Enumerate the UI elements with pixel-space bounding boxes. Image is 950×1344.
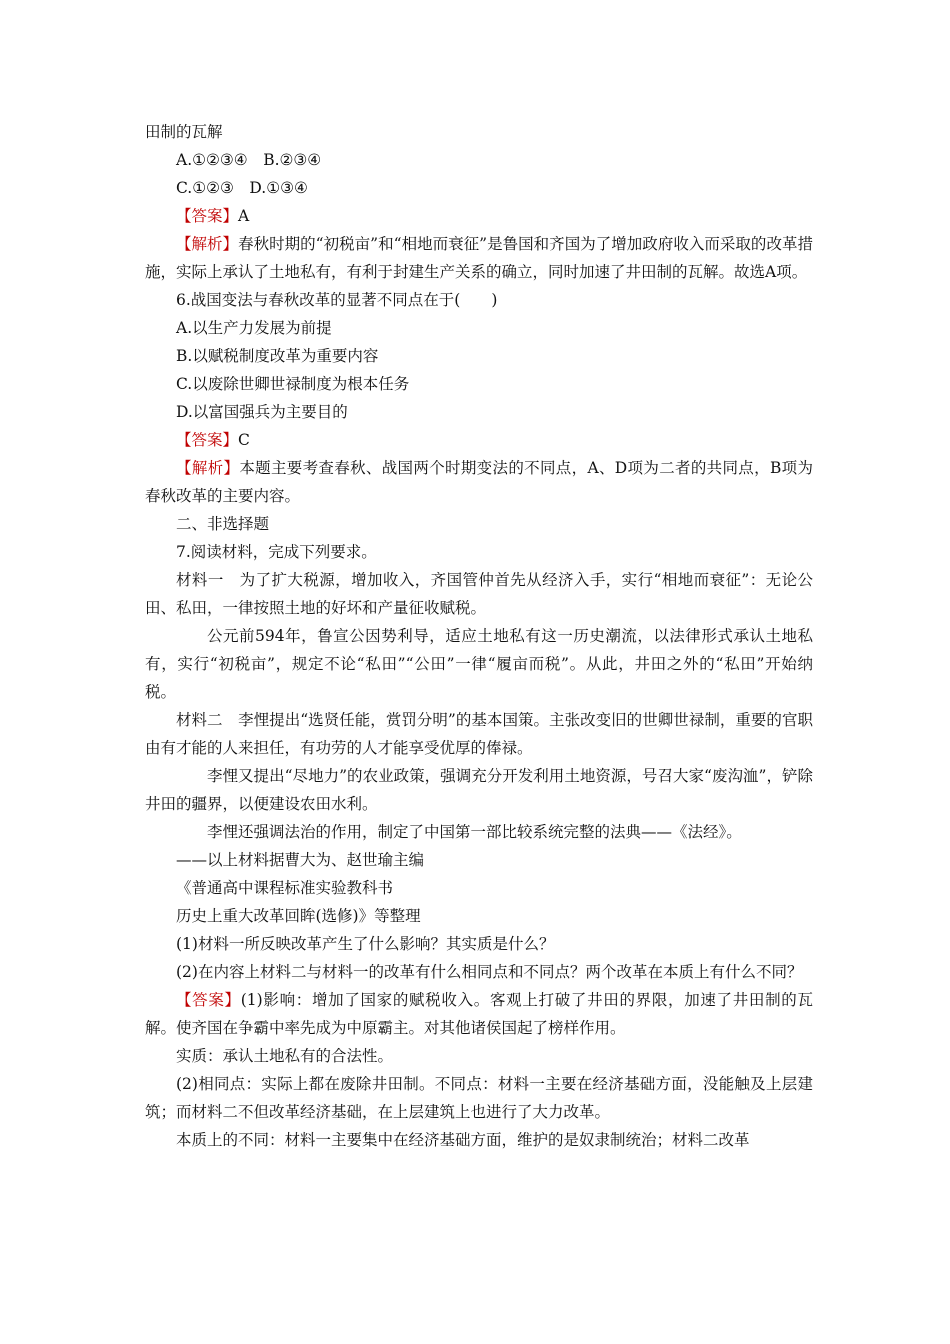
material-2-paragraph-3: 李悝还强调法治的作用，制定了中国第一部比较系统完整的法典——《法经》。 [207, 823, 742, 841]
answer-tag: 【答案】 [176, 991, 241, 1009]
q5-answer [145, 202, 813, 230]
material-1-paragraph-2: 公元前594年，鲁宣公因势利导，适应土地私有这一历史潮流，以法律形式承认土地私有，实行“初税亩”，规定不论“私田”“公田”一律“履亩而税”。从此，井田之外的“私田”开始纳税。 [145, 627, 813, 701]
q6-analysis-text: 本题主要考查春秋、战国两个时期变法的不同点，A、D项为二者的共同点，B项为春秋改革的主要内容。 [145, 459, 813, 505]
document-page [145, 118, 813, 1154]
material-1-paragraph-1: 材料一 为了扩大税源，增加收入，齐国管仲首先从经济入手，实行“相地而衰征”：无论公田、私田，一律按照土地的好坏和产量征收赋税。 [145, 571, 813, 617]
q5-tail: 田制的瓦解 [145, 123, 223, 141]
analysis-tag: 【解析】 [176, 459, 240, 477]
q6-analysis [145, 454, 813, 510]
q5-options-ab: A.①②③④ B.②③④ [176, 151, 322, 169]
material-2-paragraph-2: 李悝又提出“尽地力”的农业政策，强调充分开发利用土地资源，号召大家“废沟洫”，铲除井田的疆界，以便建设农田水利。 [145, 767, 813, 813]
source-line-1: ——以上材料据曹大为、赵世瑜主编 [176, 851, 425, 869]
section-heading: 二、非选择题 [176, 515, 270, 533]
q6-option-a: A.以生产力发展为前提 [176, 319, 332, 337]
q7-answer-1-essence: 实质：承认土地私有的合法性。 [176, 1047, 394, 1065]
q7-answer-2-essence: 本质上的不同：材料一主要集中在经济基础方面，维护的是奴隶制统治；材料二改革 [176, 1131, 750, 1149]
q5-analysis [145, 230, 813, 286]
answer-tag: 【答案】 [176, 207, 239, 225]
q7-answer-1-text: (1)影响：增加了国家的赋税收入。客观上打破了井田的界限，加速了井田制的瓦解。使齐国在争霸中率先成为中原霸主。对其他诸侯国起了榜样作用。 [145, 991, 813, 1037]
q7-answer-2: (2)相同点：实际上都在废除井田制。不同点：材料一主要在经济基础方面，没能触及上层建筑；而材料二不但改革经济基础，在上层建筑上也进行了大力改革。 [145, 1075, 813, 1121]
analysis-tag: 【解析】 [176, 235, 239, 253]
q5-options-cd: C.①②③ D.①③④ [176, 179, 308, 197]
answer-tag: 【答案】 [176, 431, 239, 449]
q5-answer-value: A [238, 207, 250, 225]
q6-answer [145, 426, 813, 454]
q7-answer-1 [145, 986, 813, 1042]
q6-option-c: C.以废除世卿世禄制度为根本任务 [176, 375, 410, 393]
q6-option-d: D.以富国强兵为主要目的 [176, 403, 348, 421]
q5-analysis-text: 春秋时期的“初税亩”和“相地而衰征”是鲁国和齐国为了增加政府收入而采取的改革措施，实际上承认了土地私有，有利于封建生产关系的确立，同时加速了井田制的瓦解。故选A项。 [145, 235, 813, 281]
q6-option-b: B.以赋税制度改革为重要内容 [176, 347, 379, 365]
source-line-3: 历史上重大改革回眸(选修)》等整理 [176, 907, 421, 925]
q7-subquestion-1: (1)材料一所反映改革产生了什么影响？其实质是什么？ [176, 935, 555, 953]
material-2-paragraph-1: 材料二 李悝提出“选贤任能，赏罚分明”的基本国策。主张改变旧的世卿世禄制，重要的官职由有才能的人来担任，有功劳的人才能享受优厚的俸禄。 [145, 711, 813, 757]
q7-subquestion-2: (2)在内容上材料二与材料一的改革有什么相同点和不同点？两个改革在本质上有什么不同？ [176, 963, 803, 981]
q7-stem: 7.阅读材料，完成下列要求。 [176, 543, 377, 561]
q6-stem: 6.战国变法与春秋改革的显著不同点在于( ) [176, 291, 498, 309]
q6-answer-value: C [238, 431, 250, 449]
source-line-2: 《普通高中课程标准实验教科书 [176, 879, 394, 897]
